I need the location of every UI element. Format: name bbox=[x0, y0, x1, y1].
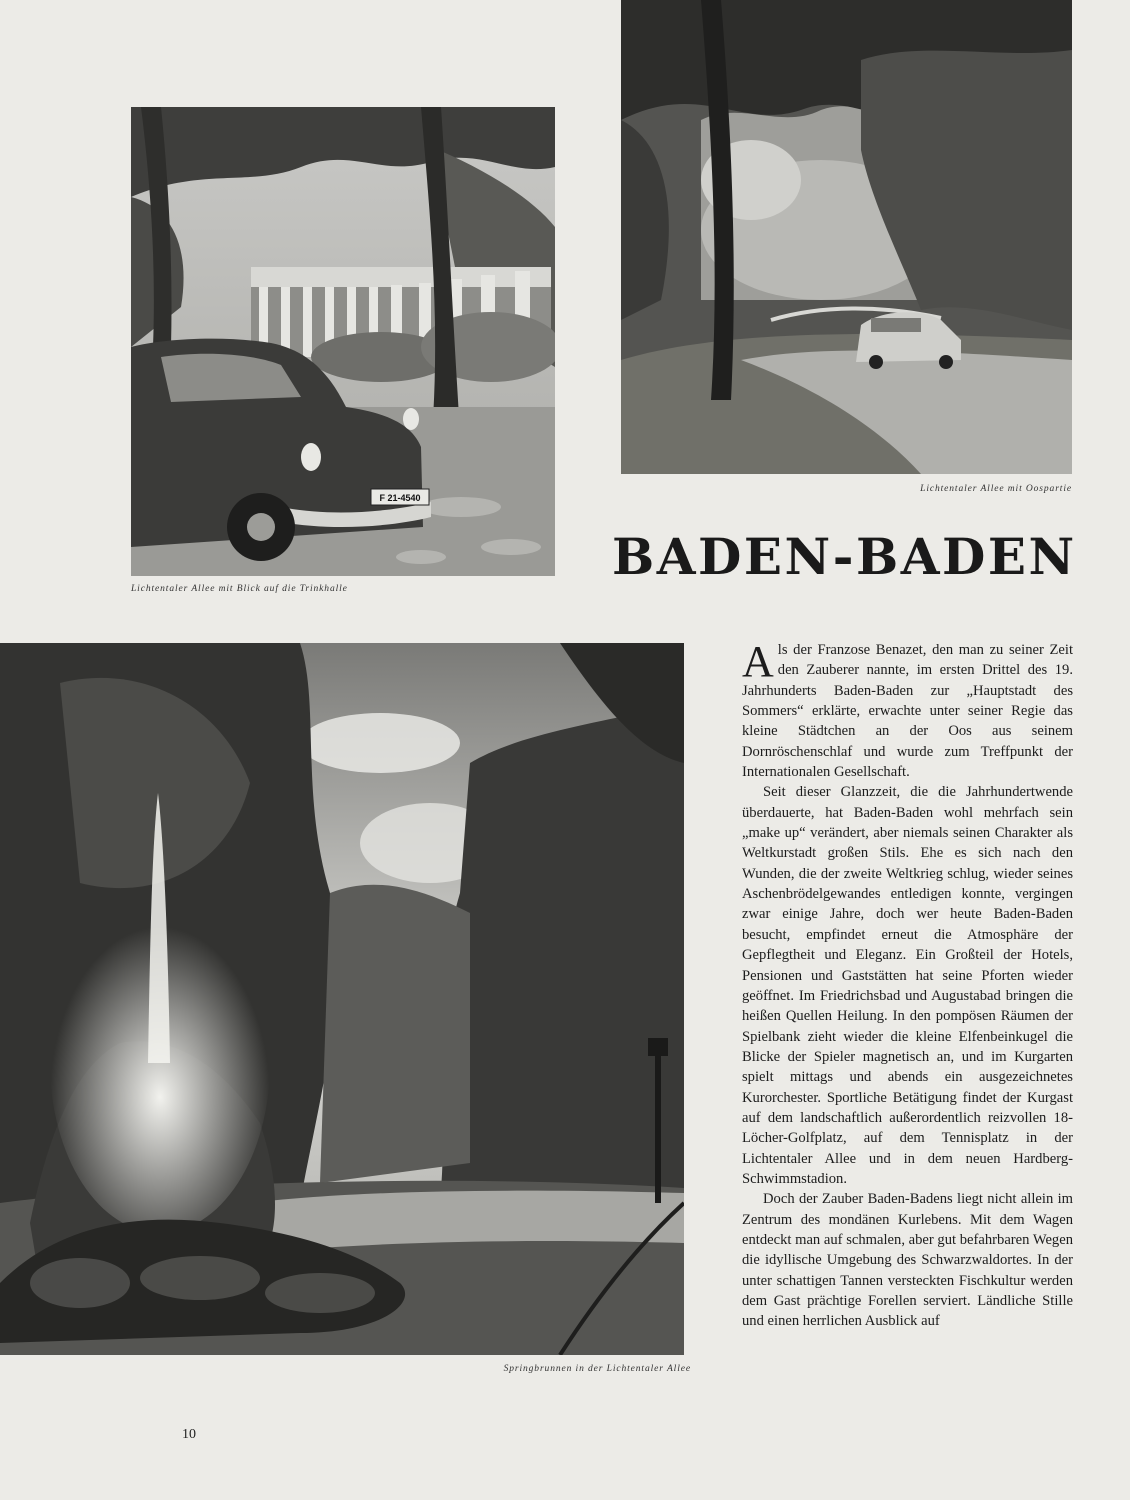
photo-trinkhalle-image bbox=[131, 107, 555, 576]
photo-springbrunnen bbox=[0, 643, 684, 1355]
page-title: BADEN-BADEN bbox=[612, 527, 1077, 586]
article-body bbox=[742, 637, 1073, 1332]
license-plate: F 21-4540 bbox=[379, 493, 421, 503]
photo-trinkhalle bbox=[131, 107, 555, 576]
article-paragraph: Als der Franzose Benazet, den man zu seiner Zeit den Zauberer nannte, im ersten Drittel des 19. Jahrhunderts Baden-Baden zur „Hauptstadt des Sommers“ erklärte, erwachte unter seiner Regie das kleine Städtchen an der Oos aus seinem Dornröschenschlaf und wurde zum Treffpunkt der Internationalen Gesellschaft. bbox=[742, 637, 1073, 781]
page-number: 10 bbox=[182, 1427, 196, 1442]
article-paragraph: Seit dieser Glanzzeit, die die Jahrhundertwende überdauerte, hat Baden-Baden wohl mehrfach sein „make up“ verändert, aber niemals seinen Charakter als Weltkurstadt großen Stils. Ehe es sich nach den Wunden, die der zweite Weltkrieg schlug, wieder seines Aschenbrödelgewandes entledigen konnte, vergingen zwar einige Jahre, doch wer heute Baden-Baden besucht, empfindet erneut die Atmosphäre der Gepflegtheit und Eleganz. Ein Großteil der Hotels, Pensionen und Gaststätten hat seine Pforten wieder geöffnet. Im Friedrichsbad und Augustabad bringen die heißen Quellen Heilung. In den pompösen Räumen der Spielbank zieht wieder die kleine Elfenbeinkugel die Blicke der Spieler magnetisch an, und im Kurgarten spielt mittags und abends ein ausgezeichnetes Kurorchester. Sportliche Betätigung findet der Kurgast auf dem landschaftlich außerordentlich reizvollen 18-Löcher-Golfplatz, auf dem Tennisplatz in der Lichtentaler Allee und in dem neuen Hardberg-Schwimmstadion. bbox=[742, 784, 1073, 1187]
photo-springbrunnen-image bbox=[0, 643, 684, 1355]
photo-oospartie-image bbox=[621, 0, 1072, 474]
caption-springbrunnen: Springbrunnen in der Lichtentaler Allee bbox=[503, 1364, 691, 1374]
photo-oospartie bbox=[621, 0, 1072, 474]
caption-oospartie: Lichtentaler Allee mit Oospartie bbox=[920, 484, 1072, 494]
article-paragraph: Doch der Zauber Baden-Badens liegt nicht allein im Zentrum des mondänen Kurlebens. Mit dem Wagen entdeckt man auf schmalen, aber gut befahrbaren Wegen die idyllische Umgebung des Schwarzwaldortes. In der unter schattigen Tannen versteckten Fischkultur werden dem Gast prächtige Forellen serviert. Ländliche Stille und einen herrlichen Ausblick auf bbox=[742, 1191, 1073, 1330]
caption-trinkhalle: Lichtentaler Allee mit Blick auf die Trinkhalle bbox=[131, 584, 348, 594]
